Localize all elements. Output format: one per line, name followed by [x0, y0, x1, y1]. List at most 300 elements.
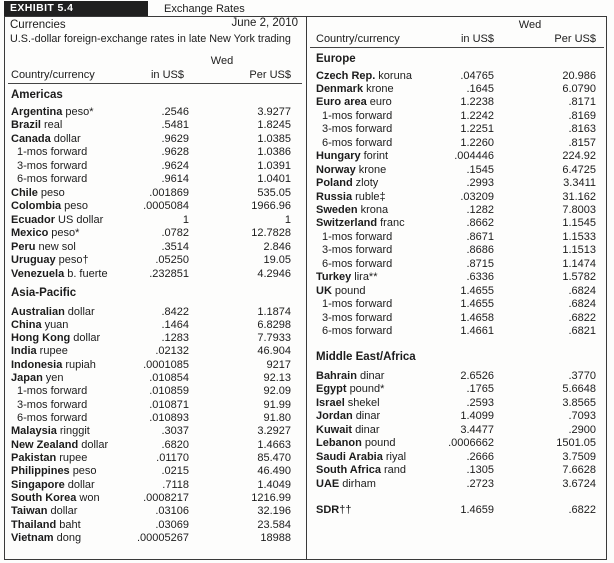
forward-rate-row — [305, 109, 611, 123]
rate-row — [305, 82, 611, 96]
country-name: Czech Rep. — [316, 69, 376, 82]
country-name: Norway — [316, 163, 356, 176]
country-name: Thailand — [11, 518, 57, 531]
per-usd-value: 1.1474 — [562, 257, 596, 270]
row-label — [316, 69, 412, 83]
forward-rate-row — [305, 324, 611, 338]
country-name: Philippines — [11, 465, 70, 478]
currency-name: new sol — [38, 240, 76, 253]
currency-name: peso — [64, 200, 88, 212]
row-label — [316, 284, 365, 298]
row-label — [11, 424, 90, 438]
country-name: UK — [316, 284, 332, 297]
rate-row — [305, 396, 611, 410]
country-name: Japan — [11, 372, 43, 385]
in-usd-value: .05250 — [155, 254, 189, 266]
currency-name: peso† — [58, 254, 89, 266]
in-usd-value: .0008217 — [143, 491, 189, 504]
per-usd-value: 7.6628 — [562, 464, 596, 476]
forward-rate-row — [305, 257, 611, 271]
forward-rate-row — [0, 384, 306, 398]
in-usd-value: .8686 — [466, 244, 494, 257]
per-usd-value: .6824 — [568, 284, 596, 297]
currency-name: peso — [72, 465, 97, 478]
rate-row — [0, 118, 306, 132]
currency-name: real — [43, 119, 63, 131]
forward-rate-row — [0, 159, 306, 173]
rate-row — [305, 69, 611, 83]
country-name: Ecuador — [11, 213, 56, 226]
currency-name: dirham — [342, 477, 376, 490]
currency-name: pound — [334, 284, 366, 297]
currency-name: yen — [45, 372, 64, 385]
country-name: Turkey — [316, 271, 352, 284]
row-label — [11, 186, 65, 200]
currency-name: won — [79, 491, 100, 504]
in-usd-value: .7118 — [162, 478, 189, 491]
per-usd-value: 19.05 — [263, 254, 291, 266]
in-usd-value: 3.4477 — [460, 423, 494, 436]
column-header-country: Country/currency — [316, 33, 400, 45]
rate-row — [305, 503, 611, 517]
per-usd-value: 92.09 — [263, 385, 291, 398]
in-usd-value: .010893 — [149, 412, 189, 425]
country-name: UAE — [316, 477, 340, 490]
in-usd-value: 1.4659 — [460, 503, 494, 516]
rate-row — [0, 424, 306, 438]
per-usd-value: 32.196 — [257, 505, 291, 518]
country-name: Sweden — [316, 204, 358, 216]
currency-name: peso* — [65, 105, 94, 118]
rate-row — [305, 369, 611, 383]
per-usd-value: .8163 — [568, 123, 596, 136]
row-label — [316, 477, 376, 491]
row-label — [316, 382, 384, 396]
rate-row — [0, 344, 306, 358]
rate-row — [305, 477, 611, 491]
per-usd-value: 1216.99 — [251, 491, 291, 504]
country-name: Venezuela — [11, 267, 65, 280]
per-usd-value: 6.4725 — [562, 163, 596, 176]
country-name: China — [11, 318, 42, 331]
row-label — [322, 257, 392, 271]
row-label — [322, 243, 392, 257]
in-usd-value: .004446 — [454, 150, 494, 163]
in-usd-value: .010854 — [149, 372, 189, 385]
row-label — [322, 324, 392, 338]
rate-row — [305, 203, 611, 217]
currency-name: dinar — [355, 423, 380, 436]
row-label — [17, 145, 87, 159]
currency-name: franc — [380, 217, 405, 230]
rate-row — [305, 382, 611, 396]
per-usd-value: 91.80 — [263, 412, 291, 425]
rate-row — [305, 284, 611, 298]
country-name: Hong Kong — [11, 332, 71, 345]
per-usd-value: 3.3411 — [563, 177, 596, 190]
row-label — [11, 305, 95, 319]
row-label — [11, 451, 87, 465]
in-usd-value: .1545 — [466, 163, 494, 176]
currency-name: krone — [366, 82, 394, 95]
country-name: Jordan — [316, 410, 353, 422]
in-usd-value: 1.4099 — [460, 410, 494, 422]
forward-rate-row — [0, 411, 306, 425]
row-label — [316, 503, 351, 517]
row-label — [322, 297, 392, 311]
rate-row — [0, 358, 306, 372]
forward-term: 1-mos forward — [322, 109, 393, 122]
country-name: Brazil — [11, 119, 41, 131]
row-label — [316, 149, 388, 163]
section-header — [0, 286, 306, 300]
forward-term: 1-mos forward — [17, 385, 88, 398]
rate-row — [305, 163, 611, 177]
per-usd-value: 12.7828 — [251, 227, 291, 239]
row-label — [17, 411, 87, 425]
row-label — [11, 344, 68, 358]
forward-rate-row — [0, 172, 306, 186]
rate-row — [0, 105, 306, 119]
in-usd-value: .03069 — [155, 518, 189, 531]
row-label — [316, 423, 380, 437]
row-label — [11, 253, 89, 267]
per-usd-value: 5.6648 — [562, 383, 596, 395]
in-usd-value: .2593 — [466, 396, 494, 409]
in-usd-value: .03209 — [460, 190, 494, 203]
forward-term: 6-mos forward — [17, 173, 88, 185]
row-label — [11, 105, 93, 119]
rate-row — [305, 149, 611, 163]
currency-name: dollar — [50, 505, 78, 518]
row-label — [17, 172, 87, 186]
in-usd-value: .8715 — [466, 257, 494, 270]
in-usd-value: .9628 — [161, 146, 189, 158]
rate-row — [0, 240, 306, 254]
rate-row — [0, 305, 306, 319]
currency-name: peso* — [51, 227, 80, 239]
forward-term: 6-mos forward — [17, 412, 88, 425]
country-name: Peru — [11, 240, 36, 253]
currency-name: rupiah — [65, 358, 96, 371]
per-usd-value: 23.584 — [257, 518, 291, 531]
table-heading: Currencies — [10, 19, 66, 31]
per-usd-value: 1966.96 — [251, 200, 291, 212]
in-usd-value: .5481 — [161, 119, 189, 131]
per-usd-value: 535.05 — [257, 186, 291, 199]
in-usd-value: .0006662 — [448, 437, 494, 449]
day-label: Wed — [210, 55, 234, 67]
currency-name: rand — [384, 464, 407, 476]
country-name: New Zealand — [11, 438, 79, 451]
row-label — [316, 409, 380, 423]
row-label — [11, 504, 77, 518]
currency-name: dollar — [67, 305, 95, 318]
currency-name: ringgit — [59, 425, 90, 438]
currency-name: euro — [369, 96, 392, 109]
forward-rate-row — [305, 243, 611, 257]
section-title: Americas — [11, 89, 63, 101]
country-name: Canada — [11, 132, 51, 145]
in-usd-value: .010859 — [149, 385, 189, 398]
currency-name: b. fuerte — [67, 267, 108, 280]
in-usd-value: 1.2251 — [460, 123, 494, 136]
per-usd-value: .6822 — [568, 503, 596, 516]
rate-row — [305, 423, 611, 437]
rate-row — [0, 371, 306, 385]
country-name: Kuwait — [316, 423, 353, 436]
row-label — [11, 132, 81, 146]
in-usd-value: .8422 — [161, 305, 189, 318]
per-usd-value: .8169 — [568, 109, 596, 122]
currency-name: dollar — [67, 478, 95, 491]
country-name: Pakistan — [11, 452, 57, 465]
rate-row — [0, 213, 306, 227]
row-label — [316, 270, 378, 284]
rate-row — [0, 331, 306, 345]
country-name: Egypt — [316, 383, 347, 395]
row-label — [316, 396, 380, 410]
currency-name: shekel — [347, 396, 380, 409]
in-usd-value: 1.4655 — [460, 284, 494, 297]
row-label — [11, 518, 81, 532]
currency-name: baht — [59, 518, 81, 531]
rate-row — [0, 531, 306, 545]
per-usd-value: 1.0385 — [257, 132, 291, 145]
row-label — [11, 478, 95, 492]
rate-row — [0, 318, 306, 332]
in-usd-value: .1305 — [466, 464, 494, 476]
row-label — [316, 436, 395, 450]
per-usd-value: 1.5782 — [562, 271, 596, 284]
country-name: Euro area — [316, 96, 367, 109]
in-usd-value: .1283 — [161, 332, 189, 345]
per-usd-value: 1.1533 — [562, 230, 596, 243]
row-label — [11, 464, 97, 478]
country-name: South Africa — [316, 464, 381, 476]
header-rule — [310, 47, 604, 48]
in-usd-value: .2546 — [161, 105, 189, 118]
per-usd-value: 1.1545 — [562, 217, 596, 230]
column-header-in-usd: in US$ — [150, 69, 184, 81]
per-usd-value: 1.1874 — [257, 305, 291, 318]
forward-term: 6-mos forward — [322, 257, 393, 270]
in-usd-value: .2993 — [466, 177, 494, 190]
per-usd-value: 1.0386 — [257, 146, 291, 158]
row-label — [17, 398, 87, 412]
row-label — [11, 358, 96, 372]
row-label — [11, 267, 108, 281]
per-usd-value: 1.4663 — [257, 438, 291, 451]
in-usd-value: .0215 — [161, 465, 189, 478]
currency-name: dong — [56, 531, 82, 544]
currency-name: yuan — [44, 318, 69, 331]
row-label — [316, 95, 392, 109]
in-usd-value: .6336 — [466, 271, 494, 284]
per-usd-value: 7.8003 — [562, 204, 596, 216]
per-usd-value: 6.0790 — [562, 82, 596, 95]
table-date: June 2, 2010 — [231, 17, 298, 29]
currency-name: peso — [40, 186, 65, 199]
column-header-per-usd: Per US$ — [554, 33, 596, 45]
country-name: Malaysia — [11, 425, 57, 438]
in-usd-value: 2.6526 — [460, 369, 494, 382]
in-usd-value: .03106 — [155, 505, 189, 518]
row-label — [11, 491, 100, 505]
currency-name: dinar — [355, 410, 381, 422]
rate-row — [305, 450, 611, 464]
rate-row — [0, 226, 306, 240]
row-label — [316, 450, 406, 464]
per-usd-value: 1.1513 — [562, 244, 596, 257]
per-usd-value: 3.8565 — [562, 396, 596, 409]
rate-row — [0, 253, 306, 267]
country-name: Australian — [11, 305, 65, 318]
forward-term: 3-mos forward — [322, 123, 393, 136]
rate-row — [305, 176, 611, 190]
currency-name: koruna — [378, 69, 412, 82]
country-name: SDR — [316, 503, 340, 516]
per-usd-value: 1.8245 — [257, 119, 291, 131]
row-label — [11, 226, 79, 240]
per-usd-value: .6822 — [568, 311, 596, 324]
in-usd-value: .02132 — [155, 345, 189, 358]
currency-name: †† — [339, 503, 352, 516]
section-title: Middle East/Africa — [316, 351, 416, 363]
currency-name: krona — [360, 204, 389, 216]
country-name: Saudi Arabia — [316, 450, 383, 463]
column-header-country: Country/currency — [11, 69, 95, 81]
country-name: Vietnam — [11, 531, 54, 544]
row-label — [316, 203, 388, 217]
row-label — [316, 163, 386, 177]
currency-name: dollar — [73, 332, 101, 345]
per-usd-value: 9217 — [266, 358, 291, 371]
country-name: Hungary — [316, 150, 361, 163]
section-title: Europe — [316, 53, 356, 65]
row-label — [11, 318, 68, 332]
per-usd-value: .3770 — [568, 369, 596, 382]
in-usd-value: .04765 — [460, 69, 494, 82]
column-header-per-usd: Per US$ — [249, 69, 291, 81]
country-name: Bahrain — [316, 369, 357, 382]
currency-name: dollar — [81, 438, 109, 451]
currency-name: pound — [364, 437, 396, 449]
in-usd-value: .010871 — [149, 398, 189, 411]
in-usd-value: .9614 — [161, 173, 189, 185]
in-usd-value: .9629 — [161, 132, 189, 145]
forward-term: 3-mos forward — [322, 244, 393, 257]
forward-term: 3-mos forward — [17, 398, 88, 411]
rate-row — [305, 216, 611, 230]
forward-term: 1-mos forward — [322, 230, 393, 243]
forward-rate-row — [305, 230, 611, 244]
country-name: Uruguay — [11, 254, 56, 266]
currency-name: US dollar — [58, 213, 104, 226]
row-label — [11, 531, 81, 545]
per-usd-value: 46.904 — [257, 345, 291, 358]
in-usd-value: .0001085 — [143, 358, 189, 371]
row-label — [322, 230, 392, 244]
country-name: Chile — [11, 186, 38, 199]
per-usd-value: .8157 — [568, 136, 596, 149]
row-label — [11, 371, 64, 385]
per-usd-value: 6.8298 — [257, 318, 291, 331]
forward-rate-row — [0, 398, 306, 412]
country-name: Argentina — [11, 105, 63, 118]
country-name: South Korea — [11, 491, 77, 504]
row-label — [316, 190, 386, 204]
per-usd-value: 20.986 — [562, 69, 596, 82]
per-usd-value: .7093 — [568, 410, 596, 422]
in-usd-value: 1.2242 — [460, 109, 494, 122]
rate-row — [0, 132, 306, 146]
section-header — [305, 350, 611, 364]
in-usd-value: .001869 — [149, 186, 189, 199]
currency-name: ruble‡ — [355, 190, 386, 203]
row-label — [316, 82, 394, 96]
country-name: Switzerland — [316, 217, 378, 230]
rate-row — [0, 438, 306, 452]
currency-name: rupee — [39, 345, 68, 358]
country-name: Singapore — [11, 478, 65, 491]
row-label — [11, 213, 103, 227]
currency-name: dollar — [53, 132, 81, 145]
row-label — [316, 216, 405, 230]
currency-name: zloty — [355, 177, 379, 190]
currency-name: rupee — [59, 452, 88, 465]
per-usd-value: 3.6724 — [562, 477, 596, 490]
row-label — [322, 109, 392, 123]
country-name: Taiwan — [11, 505, 48, 518]
row-label — [316, 176, 378, 190]
in-usd-value: .00005267 — [137, 531, 189, 544]
country-name: Indonesia — [11, 358, 63, 371]
in-usd-value: .1282 — [466, 204, 494, 216]
in-usd-value: .2723 — [466, 477, 494, 490]
per-usd-value: .2900 — [568, 423, 596, 436]
rate-row — [305, 436, 611, 450]
rate-row — [0, 464, 306, 478]
forward-rate-row — [0, 145, 306, 159]
country-name: Lebanon — [316, 437, 362, 449]
row-label — [316, 369, 384, 383]
per-usd-value: 3.2927 — [257, 425, 291, 438]
per-usd-value: 4.2946 — [257, 267, 291, 280]
exhibit-title: Exchange Rates — [164, 3, 245, 15]
in-usd-value: .8671 — [466, 230, 494, 243]
row-label — [17, 159, 87, 173]
rate-row — [0, 451, 306, 465]
row-label — [322, 136, 392, 150]
per-usd-value: 1 — [284, 213, 291, 226]
forward-term: 6-mos forward — [322, 325, 393, 338]
country-name: Poland — [316, 177, 353, 190]
in-usd-value: .0782 — [161, 227, 189, 239]
per-usd-value: .6824 — [568, 298, 596, 311]
rate-row — [305, 409, 611, 423]
forward-term: 1-mos forward — [322, 298, 393, 311]
rate-row — [0, 267, 306, 281]
country-name: Russia — [316, 190, 353, 203]
rate-row — [0, 478, 306, 492]
per-usd-value: 7.7933 — [257, 332, 291, 345]
column-header-in-usd: in US$ — [460, 33, 494, 45]
row-label — [11, 118, 62, 132]
per-usd-value: 92.13 — [263, 372, 291, 385]
country-name: Denmark — [316, 82, 364, 95]
per-usd-value: .8171 — [568, 96, 596, 109]
